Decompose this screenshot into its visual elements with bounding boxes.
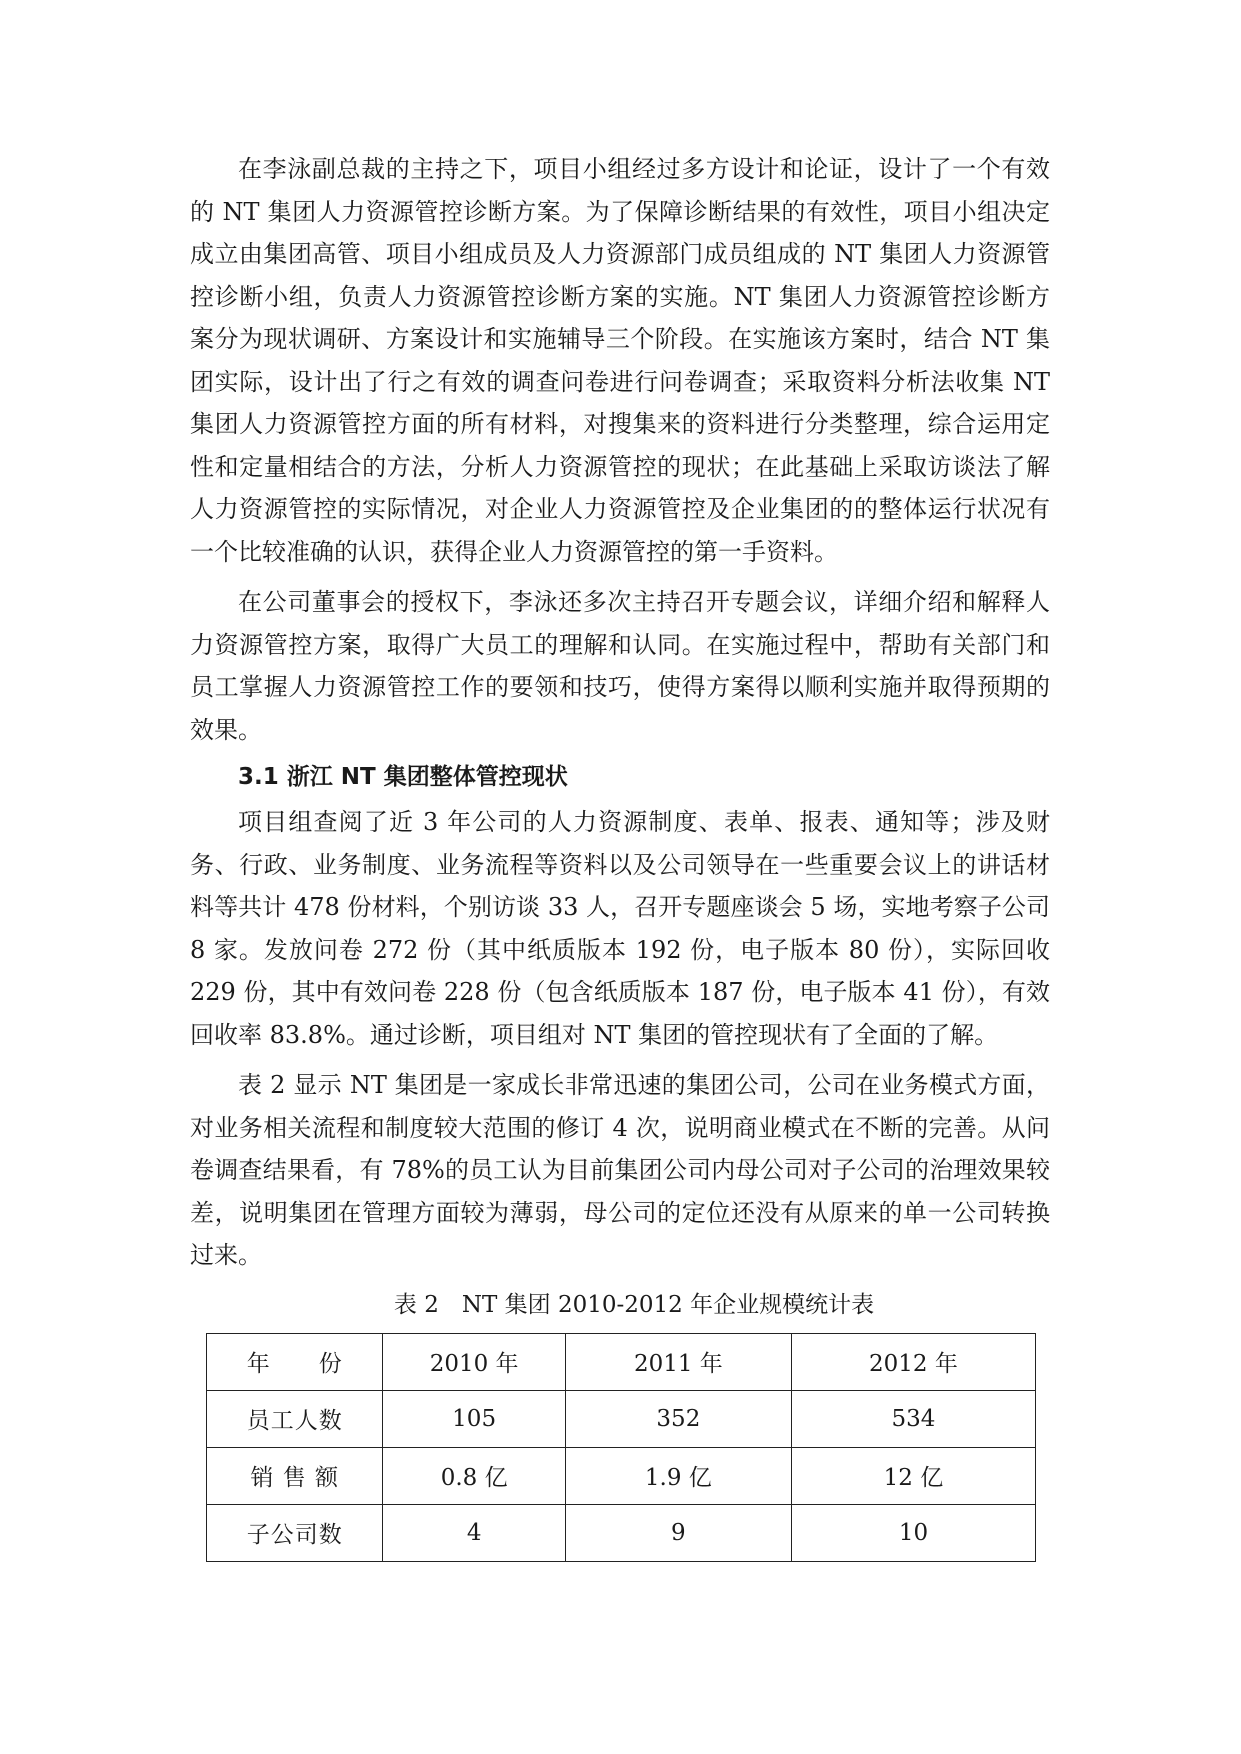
table-header-row — [207, 1333, 1036, 1390]
table-row-label: 员工人数 — [207, 1390, 383, 1447]
scale-statistics-table — [206, 1333, 1036, 1562]
table-row-label: 子公司数 — [207, 1504, 383, 1561]
body-paragraph: 在李泳副总裁的主持之下，项目小组经过多方设计和论证，设计了一个有效的 NT 集团人力资源管控诊断方案。为了保障诊断结果的有效性，项目小组决定成立由集团高管、项目小组成员及人力资源部门成员组成的 NT 集团人力资源管控诊断小组，负责人力资源管控诊断方案的实施。NT 集团人力资源管控诊断方案分为现状调研、方案设计和实施辅导三个阶段。在实施该方案时，结合 NT 集团实际，设计出了行之有效的调查问卷进行问卷调查；采取资料分析法收集 NT 集团人力资源管控方面的所有材料，对搜集来的资料进行分类整理，综合运用定性和定量相结合的方法，分析人力资源管控的现状；在此基础上采取访谈法了解人力资源管控的实际情况，对企业人力资源管控及企业集团的的整体运行状况有一个比较准确的认识，获得企业人力资源管控的第一手资料。 — [190, 155, 1050, 566]
table-cell: 352 — [565, 1390, 791, 1447]
table-header-cell: 2011 年 — [565, 1333, 791, 1390]
table-row — [207, 1504, 1036, 1561]
table-cell: 12 亿 — [791, 1447, 1035, 1504]
table-cell: 105 — [383, 1390, 565, 1447]
table-row-label: 销 售 额 — [207, 1447, 383, 1504]
table-row — [207, 1390, 1036, 1447]
section-heading: 3.1 浙江 NT 集团整体管控现状 — [238, 764, 568, 790]
table-cell: 9 — [565, 1504, 791, 1561]
body-paragraph: 在公司董事会的授权下，李泳还多次主持召开专题会议，详细介绍和解释人力资源管控方案，取得广大员工的理解和认同。在实施过程中，帮助有关部门和员工掌握人力资源管控工作的要领和技巧，使得方案得以顺利实施并取得预期的效果。 — [190, 588, 1050, 744]
table-header-cell: 2010 年 — [383, 1333, 565, 1390]
document-page — [190, 148, 1050, 1562]
table-header-cell: 年 份 — [207, 1333, 383, 1390]
table-cell: 10 — [791, 1504, 1035, 1561]
table-cell: 4 — [383, 1504, 565, 1561]
body-paragraph: 项目组查阅了近 3 年公司的人力资源制度、表单、报表、通知等；涉及财务、行政、业务制度、业务流程等资料以及公司领导在一些重要会议上的讲话材料等共计 478 份材料，个别访谈 33 人，召开专题座谈会 5 场，实地考察子公司 8 家。发放问卷 272 份（其中纸质版本 192 份，电子版本 80 份），实际回收 229 份，其中有效问卷 228 份（包含纸质版本 187 份，电子版本 41 份），有效回收率 83.8%。通过诊断，项目组对 NT 集团的管控现状有了全面的了解。 — [190, 808, 1050, 1049]
table-header-cell: 2012 年 — [791, 1333, 1035, 1390]
table-cell: 0.8 亿 — [383, 1447, 565, 1504]
table-cell: 534 — [791, 1390, 1035, 1447]
table-caption: 表 2 NT 集团 2010-2012 年企业规模统计表 — [393, 1291, 875, 1318]
table-row — [207, 1447, 1036, 1504]
body-paragraph: 表 2 显示 NT 集团是一家成长非常迅速的集团公司，公司在业务模式方面，对业务相关流程和制度较大范围的修订 4 次，说明商业模式在不断的完善。从问卷调查结果看，有 78%的员工认为目前集团公司内母公司对子公司的治理效果较差，说明集团在管理方面较为薄弱，母公司的定位还没有从原来的单一公司转换过来。 — [190, 1071, 1050, 1269]
table-cell: 1.9 亿 — [565, 1447, 791, 1504]
